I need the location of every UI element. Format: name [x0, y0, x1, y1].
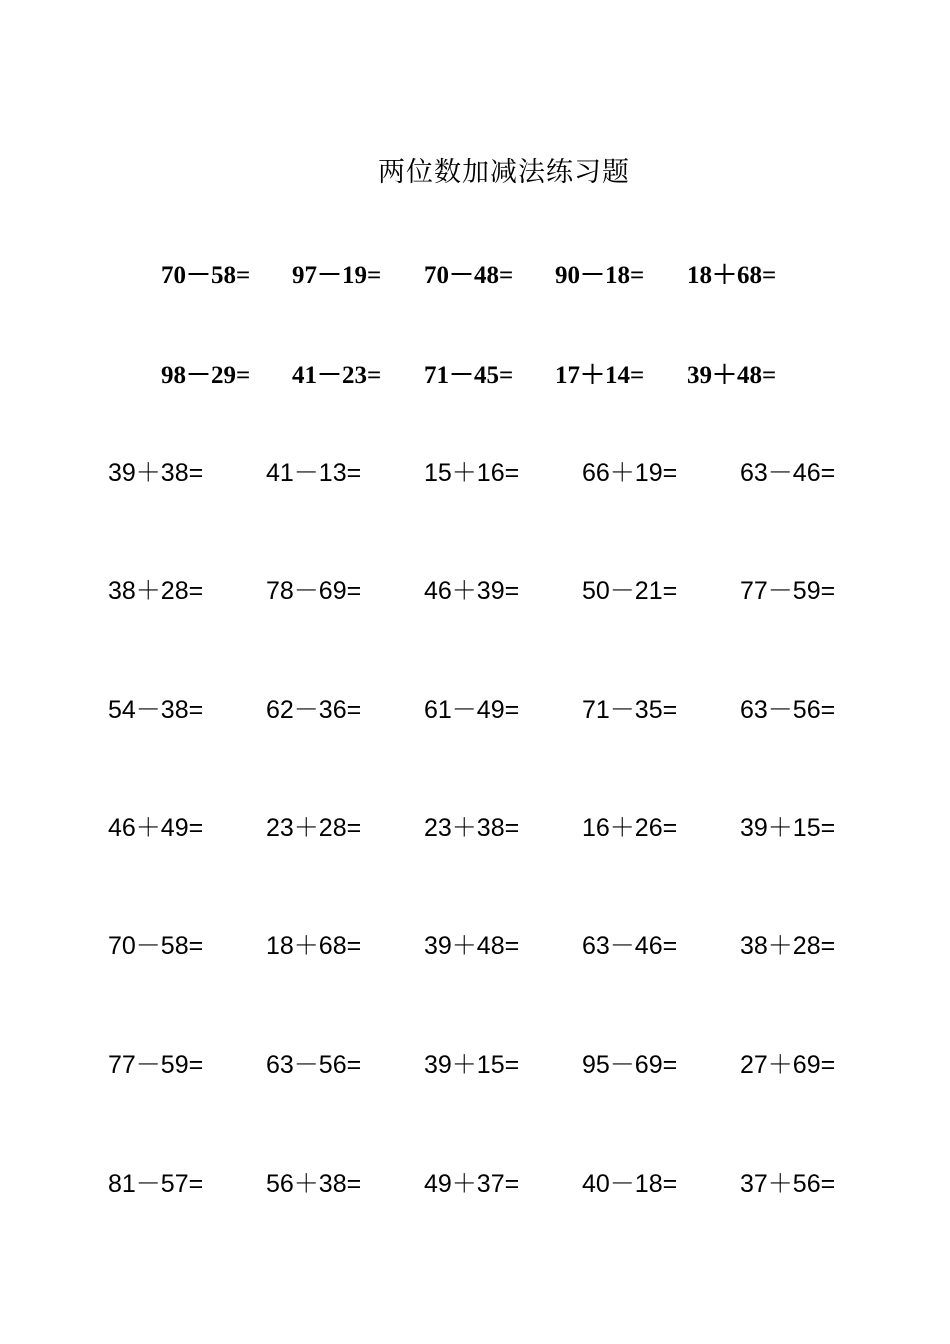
problem: 18＋68= [266, 932, 362, 960]
problem: 39＋48= [687, 362, 777, 389]
problem: 56＋38= [266, 1170, 362, 1198]
problem: 15＋16= [424, 459, 520, 487]
problem: 40－18= [582, 1170, 678, 1198]
problem: 17＋14= [555, 362, 645, 389]
problem: 41－23= [292, 362, 382, 389]
problem: 81－57= [108, 1170, 204, 1198]
problem: 27＋69= [740, 1051, 836, 1079]
problem: 46＋49= [108, 814, 204, 842]
problem: 63－46= [740, 459, 836, 487]
problem: 38＋28= [108, 577, 204, 605]
problem: 54－38= [108, 696, 204, 724]
problem-row [0, 1164, 950, 1204]
problem: 66＋19= [582, 459, 678, 487]
problem: 63－46= [582, 932, 678, 960]
problem: 90－18= [555, 262, 645, 289]
problem-row [0, 1045, 950, 1085]
problem: 70－58= [161, 262, 251, 289]
problem: 63－56= [740, 696, 836, 724]
problem: 23＋38= [424, 814, 520, 842]
problem: 95－69= [582, 1051, 678, 1079]
problem: 78－69= [266, 577, 362, 605]
problem: 23＋28= [266, 814, 362, 842]
problem-row [0, 808, 950, 848]
problem-row [0, 255, 950, 295]
problem: 39＋38= [108, 459, 204, 487]
problem: 16＋26= [582, 814, 678, 842]
problem: 50－21= [582, 577, 678, 605]
problem: 37＋56= [740, 1170, 836, 1198]
problem-row [0, 926, 950, 966]
problem: 98－29= [161, 362, 251, 389]
problem-row [0, 453, 950, 493]
problem: 39＋15= [424, 1051, 520, 1079]
problem-row [0, 690, 950, 730]
problem: 38＋28= [740, 932, 836, 960]
problem: 39＋15= [740, 814, 836, 842]
problem: 18＋68= [687, 262, 777, 289]
problem: 39＋48= [424, 932, 520, 960]
problem-row [0, 571, 950, 611]
problem: 62－36= [266, 696, 362, 724]
problem: 77－59= [108, 1051, 204, 1079]
problem: 49＋37= [424, 1170, 520, 1198]
problem: 71－35= [582, 696, 678, 724]
problem: 41－13= [266, 459, 362, 487]
problem: 97－19= [292, 262, 382, 289]
page-title: 两位数加减法练习题 [378, 157, 630, 188]
problem-row [0, 355, 950, 395]
problem: 70－48= [424, 262, 514, 289]
problem: 71－45= [424, 362, 514, 389]
problem: 70－58= [108, 932, 204, 960]
problem: 61－49= [424, 696, 520, 724]
problem: 63－56= [266, 1051, 362, 1079]
problem: 46＋39= [424, 577, 520, 605]
problem: 77－59= [740, 577, 836, 605]
